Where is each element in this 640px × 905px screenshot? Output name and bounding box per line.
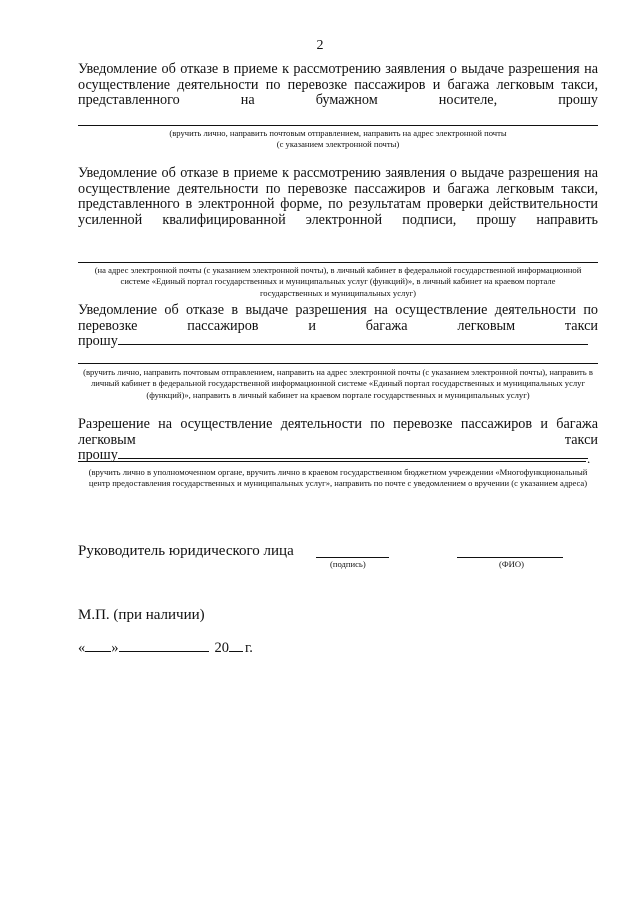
stamp-label: М.П. (при наличии) [78, 607, 205, 623]
section-paper-refusal-note-line2: (с указанием электронной почты) [276, 139, 400, 150]
date-day-field[interactable] [85, 651, 111, 652]
date-row [78, 640, 253, 657]
signature-name-line[interactable] [457, 557, 563, 558]
signature-name-caption: (ФИО) [499, 559, 524, 569]
date-open-quote: « [78, 640, 86, 656]
section-permit-issue-note: (вручить лично в уполномоченном органе, вручить лично в краевом государственном бюджетном учреждении «Многофункциональный центр предоставления государственных и муниципальных услуг», направить по почте с уведомлением о вручении (с указанием адреса) [88, 467, 588, 489]
date-close-quote: » [111, 640, 119, 656]
section-paper-refusal-note [78, 128, 598, 151]
date-year-field[interactable] [229, 651, 243, 652]
section-permit-refusal-ask: прошу [78, 333, 118, 350]
section-electronic-refusal-note: (на адрес электронной почты (с указанием электронной почты), в личный кабинет в федеральной государственной информационной системе «Единый портал государственных и муниципальных услуг (функций)», в личный кабинет на краевом портале государственных и муниципальных услуг) [94, 265, 582, 298]
section-paper-refusal [78, 62, 598, 109]
section-paper-refusal-note-line1: (вручить лично, направить почтовым отправлением, направить на адрес электронной почты [169, 128, 507, 138]
section-permit-refusal-text: Уведомление об отказе в выдаче разрешения на осуществление деятельности по перевозке пассажиров и багажа легковым такси [78, 302, 598, 334]
section-permit-refusal-ask-row [78, 334, 598, 350]
section-permit-issue-extra-line[interactable] [78, 461, 586, 462]
section-permit-issue-text: Разрешение на осуществление деятельности по перевозке пассажиров и багажа легковым такси [78, 416, 598, 448]
section-paper-refusal-text: Уведомление об отказе в приеме к рассмотрению заявления о выдаче разрешения на осуществление деятельности по перевозке пассажиров и багажа легковым такси, представленного на бумажном носителе, прошу [78, 61, 598, 109]
section-permit-refusal-note: (вручить лично, направить почтовым отправлением, направить на адрес электронной почты (с указанием электронной почты), направить в личный кабинет в федеральной государственной информационной системе «Единый портал государственных и муниципальных услуг (функций)», направить в личный кабинет на краевом портале государственных и муниципальных услуг) [83, 367, 593, 400]
section-permit-refusal-fill-line[interactable] [118, 344, 588, 345]
section-permit-issue [78, 417, 598, 464]
section-permit-refusal-extra-line[interactable] [78, 363, 598, 364]
section-electronic-refusal-fill-line[interactable] [78, 262, 598, 263]
section-permit-refusal [78, 303, 598, 350]
signature-sign-line[interactable] [316, 557, 389, 558]
signature-sign-caption: (подпись) [330, 559, 366, 569]
date-year-prefix: 20 [214, 640, 229, 656]
section-electronic-refusal [78, 166, 598, 228]
section-paper-refusal-fill-line[interactable] [78, 125, 598, 126]
date-month-field[interactable] [119, 651, 209, 652]
section-permit-issue-ask: прошу [78, 447, 118, 464]
section-electronic-refusal-text: Уведомление об отказе в приеме к рассмотрению заявления о выдаче разрешения на осуществление деятельности по перевозке пассажиров и багажа легковым такси, представленного в электронной форме, по результатам проверки действительности усиленной квалифицированной электронной подписи, прошу направить [78, 165, 598, 228]
section-permit-issue-dot: . [587, 451, 591, 466]
page-number: 2 [316, 38, 324, 53]
date-year-suffix: г. [245, 640, 253, 656]
section-permit-issue-fill-line[interactable] [118, 458, 588, 459]
signature-label: Руководитель юридического лица [78, 543, 294, 559]
